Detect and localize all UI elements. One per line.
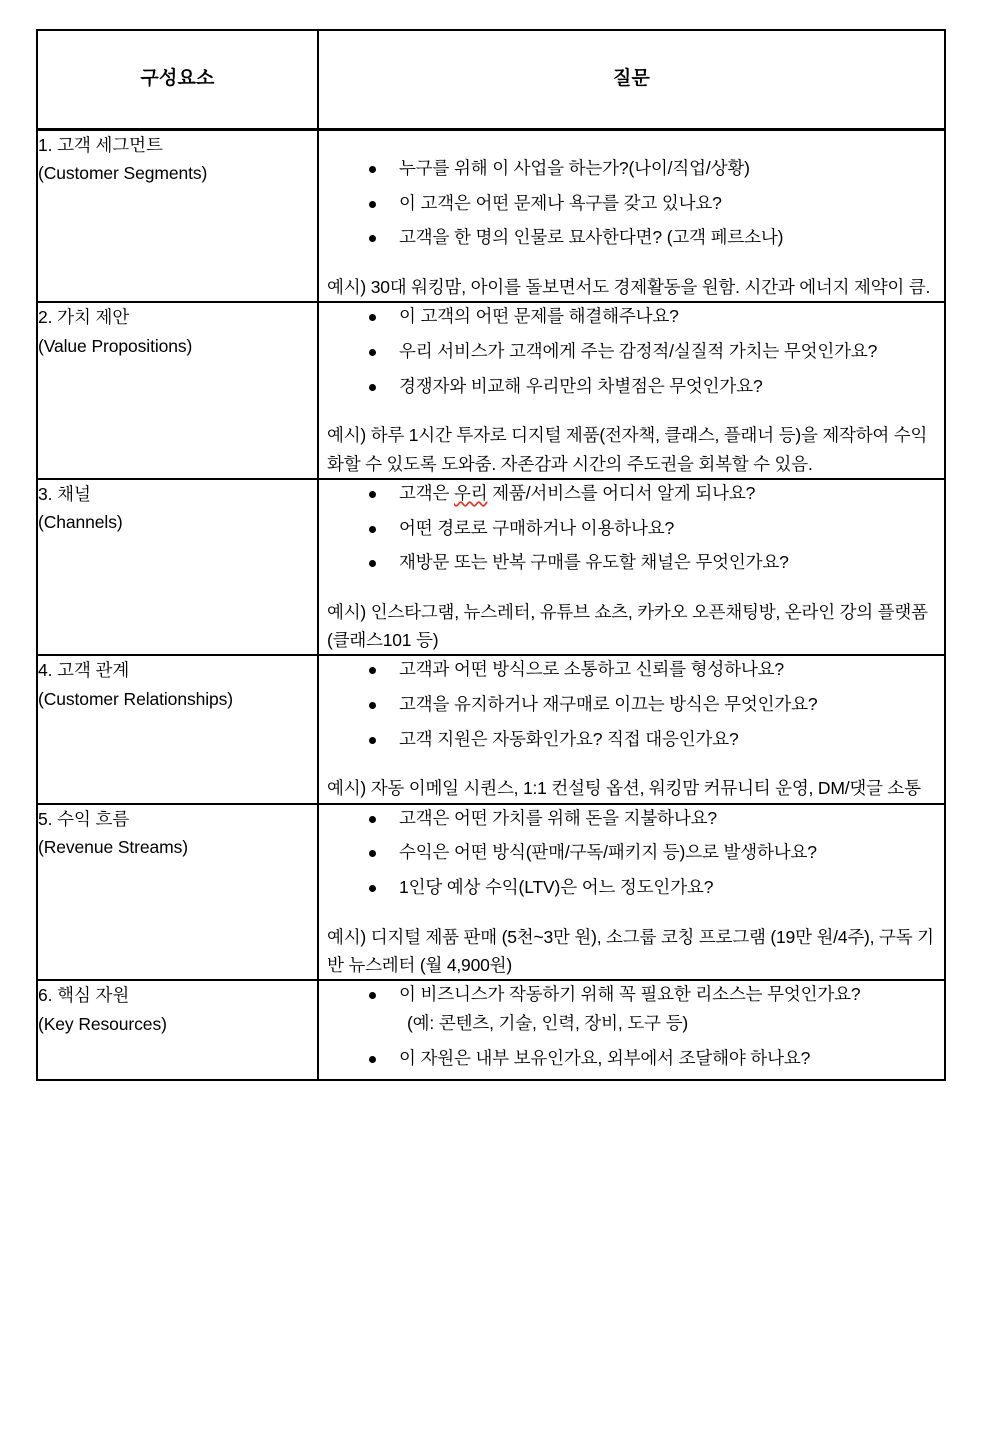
example-paragraph: 예시) 자동 이메일 시퀀스, 1:1 컨설팅 옵션, 워킹맘 커뮤니티 운영, DM/댓글 소통 (327, 778, 921, 799)
component-name-korean: 3. 채널 (38, 483, 91, 504)
question-cell-revenue-streams (318, 804, 945, 981)
question-list-item (319, 549, 944, 577)
question-text: 우리 서비스가 고객에게 주는 감정적/실질적 가치는 무엇인가요? (399, 340, 878, 361)
component-cell-channels (37, 479, 318, 656)
question-text: 고객 지원은 자동화인가요? 직접 대응인가요? (399, 728, 739, 749)
question-cell-customer-segments (318, 130, 945, 303)
question-list-item (319, 726, 944, 754)
component-name-block (38, 131, 317, 188)
question-list-item (319, 338, 944, 366)
component-cell-revenue-streams (37, 804, 318, 981)
question-text: 고객을 한 명의 인물로 묘사한다면? (고객 페르소나) (399, 227, 784, 248)
question-list (319, 805, 944, 902)
component-name-block (38, 805, 317, 862)
question-subnote: (예: 콘텐츠, 기술, 인력, 장비, 도구 등) (407, 1013, 689, 1033)
component-cell-customer-relationships (37, 655, 318, 803)
example-paragraph: 예시) 하루 1시간 투자로 디지털 제품(전자책, 클래스, 플래너 등)을 제작하여 수익화할 수 있도록 도와줌. 자존감과 시간의 주도권을 회복할 수 있음. (327, 425, 928, 474)
component-name-block (38, 656, 317, 713)
question-text: 누구를 위해 이 사업을 하는가?(나이/직업/상황) (399, 158, 750, 178)
question-list-item (319, 805, 944, 833)
question-list-item (319, 480, 944, 508)
question-text: 수익은 어떤 방식(판매/구독/패키지 등)으로 발생하나요? (399, 842, 817, 863)
question-text-suffix: 제품/서비스를 어디서 알게 되나요? (487, 482, 756, 503)
question-list (319, 480, 944, 577)
component-name-block (38, 480, 317, 537)
column-header-component (37, 30, 318, 130)
business-model-canvas-table (36, 29, 946, 1081)
question-list-item (319, 1045, 944, 1073)
table-body (37, 130, 945, 1081)
question-list-item (319, 373, 944, 401)
question-list (319, 981, 944, 1072)
component-name-english: (Customer Segments) (38, 163, 208, 184)
example-paragraph: 예시) 30대 워킹맘, 아이를 돌보면서도 경제활동을 원함. 시간과 에너지 제약이 큼. (327, 276, 931, 297)
question-text: 고객은 어떤 가치를 위해 돈을 지불하나요? (399, 807, 717, 828)
table-row (37, 302, 945, 479)
question-text: 이 고객은 어떤 문제나 욕구를 갖고 있나요? (399, 192, 722, 213)
component-name-english: (Value Propositions) (38, 335, 193, 356)
component-name-korean: 5. 수익 흐름 (38, 808, 130, 829)
component-name-english: (Channels) (38, 512, 123, 533)
question-list (319, 656, 944, 753)
component-name-english: (Key Resources) (38, 1013, 167, 1034)
table-row (37, 980, 945, 1080)
question-text: 고객을 유지하거나 재구매로 이끄는 방식은 무엇인가요? (399, 694, 818, 715)
example-paragraph: 예시) 인스타그램, 뉴스레터, 유튜브 쇼츠, 카카오 오픈채팅방, 온라인 강의 플랫폼(클래스101 등) (327, 601, 928, 651)
component-name-english: (Revenue Streams) (38, 837, 189, 858)
question-cell-customer-relationships (318, 655, 945, 803)
component-cell-customer-segments (37, 130, 318, 303)
component-name-block (38, 303, 317, 360)
question-cell-channels (318, 479, 945, 656)
question-list (319, 155, 944, 252)
question-text: 고객과 어떤 방식으로 소통하고 신뢰를 형성하나요? (399, 659, 784, 680)
question-text: 이 비즈니스가 작동하기 위해 꼭 필요한 리소스는 무엇인가요? (399, 984, 861, 1005)
component-name-english: (Customer Relationships) (38, 688, 234, 709)
question-text: 이 고객의 어떤 문제를 해결해주나요? (399, 306, 679, 327)
table-row (37, 655, 945, 803)
table-row (37, 479, 945, 656)
spellcheck-flagged-word: 우리 (453, 482, 488, 503)
question-list-item (319, 515, 944, 543)
question-text: 재방문 또는 반복 구매를 유도할 채널은 무엇인가요? (399, 552, 789, 573)
question-cell-key-resources (318, 980, 945, 1080)
question-list-item (319, 224, 944, 252)
column-header-component-label: 구성요소 (140, 68, 215, 90)
component-name-block (38, 981, 317, 1038)
question-list (319, 303, 944, 400)
question-text: 이 자원은 내부 보유인가요, 외부에서 조달해야 하나요? (399, 1047, 811, 1068)
table-row (37, 130, 945, 303)
question-text: 어떤 경로로 구매하거나 이용하나요? (399, 517, 675, 538)
component-name-korean: 1. 고객 세그먼트 (38, 135, 163, 155)
component-name-korean: 4. 고객 관계 (38, 660, 130, 681)
component-name-korean: 6. 핵심 자원 (38, 985, 130, 1006)
table-header-row (37, 30, 945, 130)
question-list-item (319, 691, 944, 719)
column-header-question-label: 질문 (612, 68, 651, 90)
question-list-item (319, 303, 944, 331)
question-list-item (319, 190, 944, 218)
component-cell-value-propositions (37, 302, 318, 479)
question-text-prefix: 고객은 (399, 482, 454, 503)
question-text: 1인당 예상 수익(LTV)은 어느 정도인가요? (399, 877, 714, 898)
table-row (37, 804, 945, 981)
question-list-item (319, 981, 944, 1037)
question-text: 경쟁자와 비교해 우리만의 차별점은 무엇인가요? (399, 375, 763, 396)
question-cell-value-propositions (318, 302, 945, 479)
component-cell-key-resources (37, 980, 318, 1080)
question-list-item (319, 155, 944, 183)
column-header-question (318, 30, 945, 130)
question-list-item (319, 874, 944, 902)
question-list-item (319, 656, 944, 684)
question-list-item (319, 839, 944, 867)
example-paragraph: 예시) 디지털 제품 판매 (5천~3만 원), 소그룹 코칭 프로그램 (19만 원/4주), 구독 기반 뉴스레터 (월 4,900원) (327, 926, 934, 976)
component-name-korean: 2. 가치 제안 (38, 307, 130, 328)
